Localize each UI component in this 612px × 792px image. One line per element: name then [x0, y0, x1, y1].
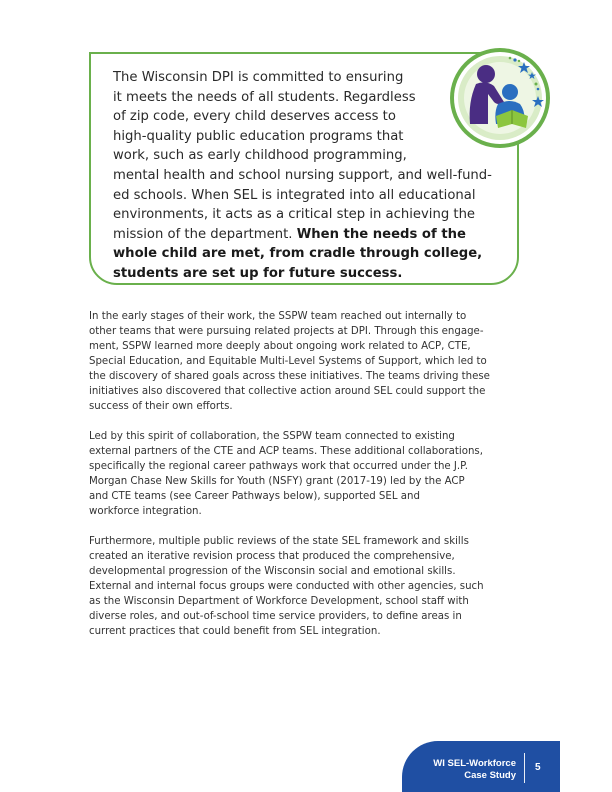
paragraph-line: created an iterative revision process that produced the comprehensive,	[89, 551, 455, 562]
footer-title	[406, 758, 516, 781]
paragraph-line: diverse roles, and out-of-school time service providers, to define areas in	[89, 611, 462, 622]
callout-line: work, such as early childhood programming,	[113, 148, 407, 164]
paragraph-line: Led by this spirit of collaboration, the SSPW team connected to existing	[89, 431, 455, 442]
footer-divider	[524, 753, 525, 783]
callout-line: The Wisconsin DPI is committed to ensuring	[113, 70, 404, 85]
paragraph	[89, 429, 525, 519]
paragraph-line: initiatives also discovered that collective action around SEL could support the	[89, 386, 486, 397]
callout-line: it meets the needs of all students. Regardless	[113, 89, 416, 105]
paragraph	[89, 534, 525, 639]
callout-line: environments, it acts as a critical step in achieving the	[113, 207, 476, 223]
paragraph-line: success of their own efforts.	[89, 401, 233, 412]
paragraph-line: ment, SSPW learned more deeply about ongoing work related to ACP, CTE,	[89, 341, 471, 352]
paragraph-line: In the early stages of their work, the SSPW team reached out internally to	[89, 311, 467, 322]
paragraph-line: current practices that could benefit from SEL integration.	[89, 626, 381, 637]
body-text	[89, 309, 525, 654]
paragraph-line: the discovery of shared goals across these initiatives. The teams driving these	[89, 371, 490, 382]
footer-title-line: WI SEL-Workforce	[433, 758, 516, 769]
callout-line: ed schools. When SEL is integrated into all educational	[113, 187, 476, 203]
paragraph-line: Furthermore, multiple public reviews of the state SEL framework and skills	[89, 536, 469, 547]
footer-tab	[402, 741, 560, 792]
callout-bold-line: whole child are met, from cradle through college,	[113, 246, 483, 262]
paragraph-line: Special Education, and Equitable Multi-Level Systems of Support, which led to	[89, 356, 487, 367]
paragraph-line: external partners of the CTE and ACP teams. These additional collaborations,	[89, 446, 483, 457]
callout-line: mental health and school nursing support, and well-fund-	[113, 167, 492, 183]
paragraph-line: specifically the regional career pathways work that occurred under the J.P.	[89, 461, 468, 472]
paragraph	[89, 309, 525, 414]
callout-bold-line: students are set up for future success.	[113, 265, 403, 281]
paragraph-line: workforce integration.	[89, 506, 202, 517]
footer-title-line: Case Study	[464, 769, 516, 781]
paragraph-line: other teams that were pursuing related projects at DPI. Through this engage-	[89, 326, 484, 337]
paragraph-line: developmental progression of the Wisconsin social and emotional skills.	[89, 566, 456, 577]
paragraph-line: Morgan Chase New Skills for Youth (NSFY) grant (2017-19) led by the ACP	[89, 476, 465, 487]
callout-line: of zip code, every child deserves access to	[113, 109, 396, 125]
adult-and-child-reading-icon	[448, 46, 552, 150]
callout-line: high-quality public education programs that	[113, 128, 404, 144]
callout-line: mission of the department.	[113, 226, 297, 242]
paragraph-line: and CTE teams (see Career Pathways below), supported SEL and	[89, 491, 420, 502]
page-number: 5	[535, 762, 541, 773]
paragraph-line: as the Wisconsin Department of Workforce Development, school staff with	[89, 596, 469, 607]
callout-bold-line: When the needs of the	[296, 226, 466, 242]
paragraph-line: External and internal focus groups were conducted with other agencies, such	[89, 581, 484, 592]
